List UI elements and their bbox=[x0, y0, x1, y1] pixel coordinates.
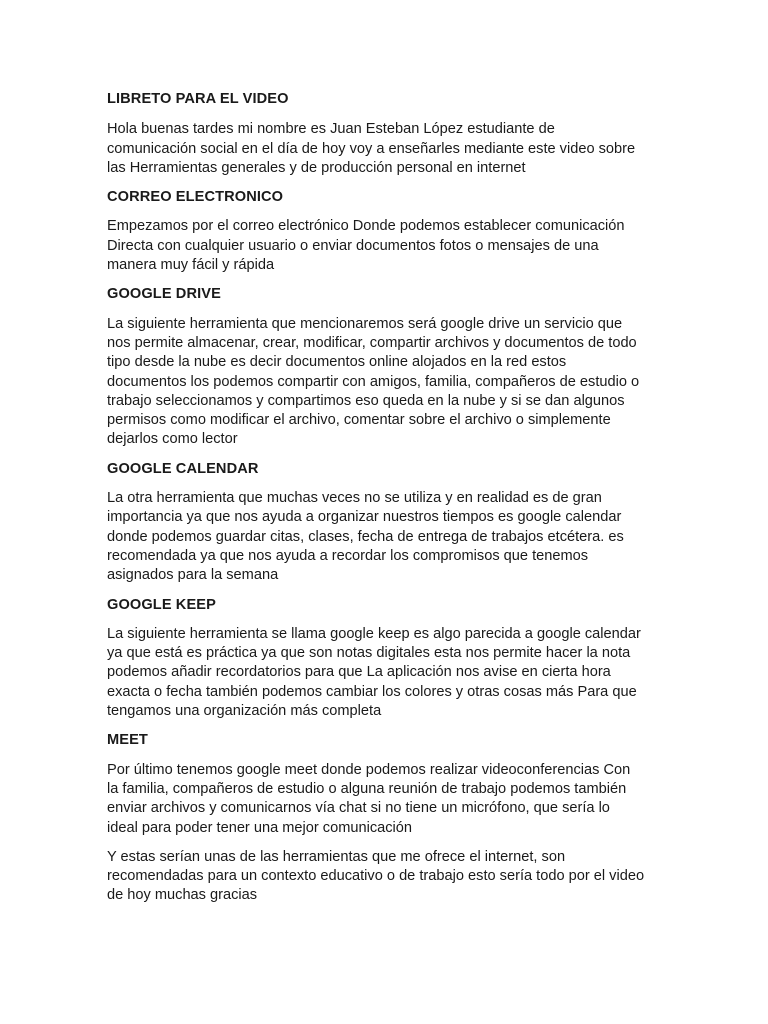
paragraph-line: podemos añadir recordatorios para que La aplicación nos avise en cierta hora bbox=[107, 664, 611, 681]
document-title: LIBRETO PARA EL VIDEO bbox=[107, 91, 289, 107]
closing-paragraph bbox=[107, 848, 667, 906]
paragraph-line: La siguiente herramienta se llama google keep es algo parecida a google calendar bbox=[107, 625, 641, 642]
paragraph-line: la familia, compañeros de estudio o alguna reunión de trabajo podemos también bbox=[107, 780, 627, 797]
section-paragraph-drive bbox=[107, 315, 667, 450]
section-heading-correo: CORREO ELECTRONICO bbox=[107, 189, 284, 206]
section-paragraph-correo bbox=[107, 217, 667, 275]
paragraph-line: asignados para la semana bbox=[107, 567, 279, 584]
paragraph-line: Y estas serían unas de las herramientas que me ofrece el internet, son bbox=[107, 848, 566, 865]
section-paragraph-calendar bbox=[107, 489, 667, 585]
paragraph-line: Directa con cualquier usuario o enviar documentos fotos o mensajes de una bbox=[107, 237, 599, 254]
section-paragraph-keep bbox=[107, 625, 667, 721]
paragraph-line: La otra herramienta que muchas veces no se utiliza y en realidad es de gran bbox=[107, 490, 602, 507]
paragraph-line: importancia ya que nos ayuda a organizar nuestros tiempos es google calendar bbox=[107, 509, 622, 526]
paragraph-line: Hola buenas tardes mi nombre es Juan Esteban López estudiante de bbox=[107, 121, 555, 138]
paragraph-line: manera muy fácil y rápida bbox=[107, 257, 275, 274]
paragraph-line: donde podemos guardar citas, clases, fecha de entrega de trabajos etcétera. es bbox=[107, 528, 624, 545]
paragraph-line: documentos los podemos compartir con amigos, familia, compañeros de estudio o bbox=[107, 373, 640, 390]
paragraph-line: ideal para poder tener una mejor comunicación bbox=[107, 819, 413, 836]
paragraph-line: La siguiente herramienta que mencionaremos será google drive un servicio que bbox=[107, 315, 623, 332]
section-heading-keep: GOOGLE KEEP bbox=[107, 596, 216, 613]
paragraph-line: trabajo seleccionamos y compartimos eso queda en la nube y si se dan algunos bbox=[107, 392, 625, 409]
section-heading-calendar: GOOGLE CALENDAR bbox=[107, 460, 259, 477]
paragraph-line: las Herramientas generales y de producción personal en internet bbox=[107, 159, 526, 176]
paragraph-line: tipo desde la nube es decir documentos online alojados en la red estos bbox=[107, 354, 567, 371]
section-heading-drive: GOOGLE DRIVE bbox=[107, 286, 221, 303]
intro-paragraph bbox=[107, 120, 667, 178]
paragraph-line: exacta o fecha también podemos cambiar los colores y otras cosas más Para que bbox=[107, 683, 637, 700]
paragraph-line: enviar archivos y comunicarnos vía chat si no tiene un micrófono, que sería lo bbox=[107, 800, 610, 817]
paragraph-line: Empezamos por el correo electrónico Donde podemos establecer comunicación bbox=[107, 218, 625, 235]
paragraph-line: recomendadas para un contexto educativo o de trabajo esto sería todo por el video bbox=[107, 868, 645, 885]
paragraph-line: nos permite almacenar, crear, modificar, compartir archivos y documentos de todo bbox=[107, 334, 637, 351]
paragraph-line: dejarlos como lector bbox=[107, 431, 238, 448]
paragraph-line: tengamos una organización más completa bbox=[107, 703, 382, 720]
paragraph-line: de hoy muchas gracias bbox=[107, 887, 258, 904]
section-paragraph-meet bbox=[107, 761, 667, 838]
paragraph-line: ya que está es práctica ya que son notas digitales esta nos permite hacer la nota bbox=[107, 645, 631, 662]
paragraph-line: permisos como modificar el archivo, comentar sobre el archivo o simplemente bbox=[107, 412, 611, 429]
paragraph-line: Por último tenemos google meet donde podemos realizar videoconferencias Con bbox=[107, 761, 631, 778]
section-heading-meet: MEET bbox=[107, 732, 148, 749]
document-page bbox=[107, 90, 667, 916]
paragraph-line: recomendada ya que nos ayuda a recordar los compromisos que tenemos bbox=[107, 547, 589, 564]
paragraph-line: comunicación social en el día de hoy voy a enseñarles mediante este video sobre bbox=[107, 140, 636, 157]
